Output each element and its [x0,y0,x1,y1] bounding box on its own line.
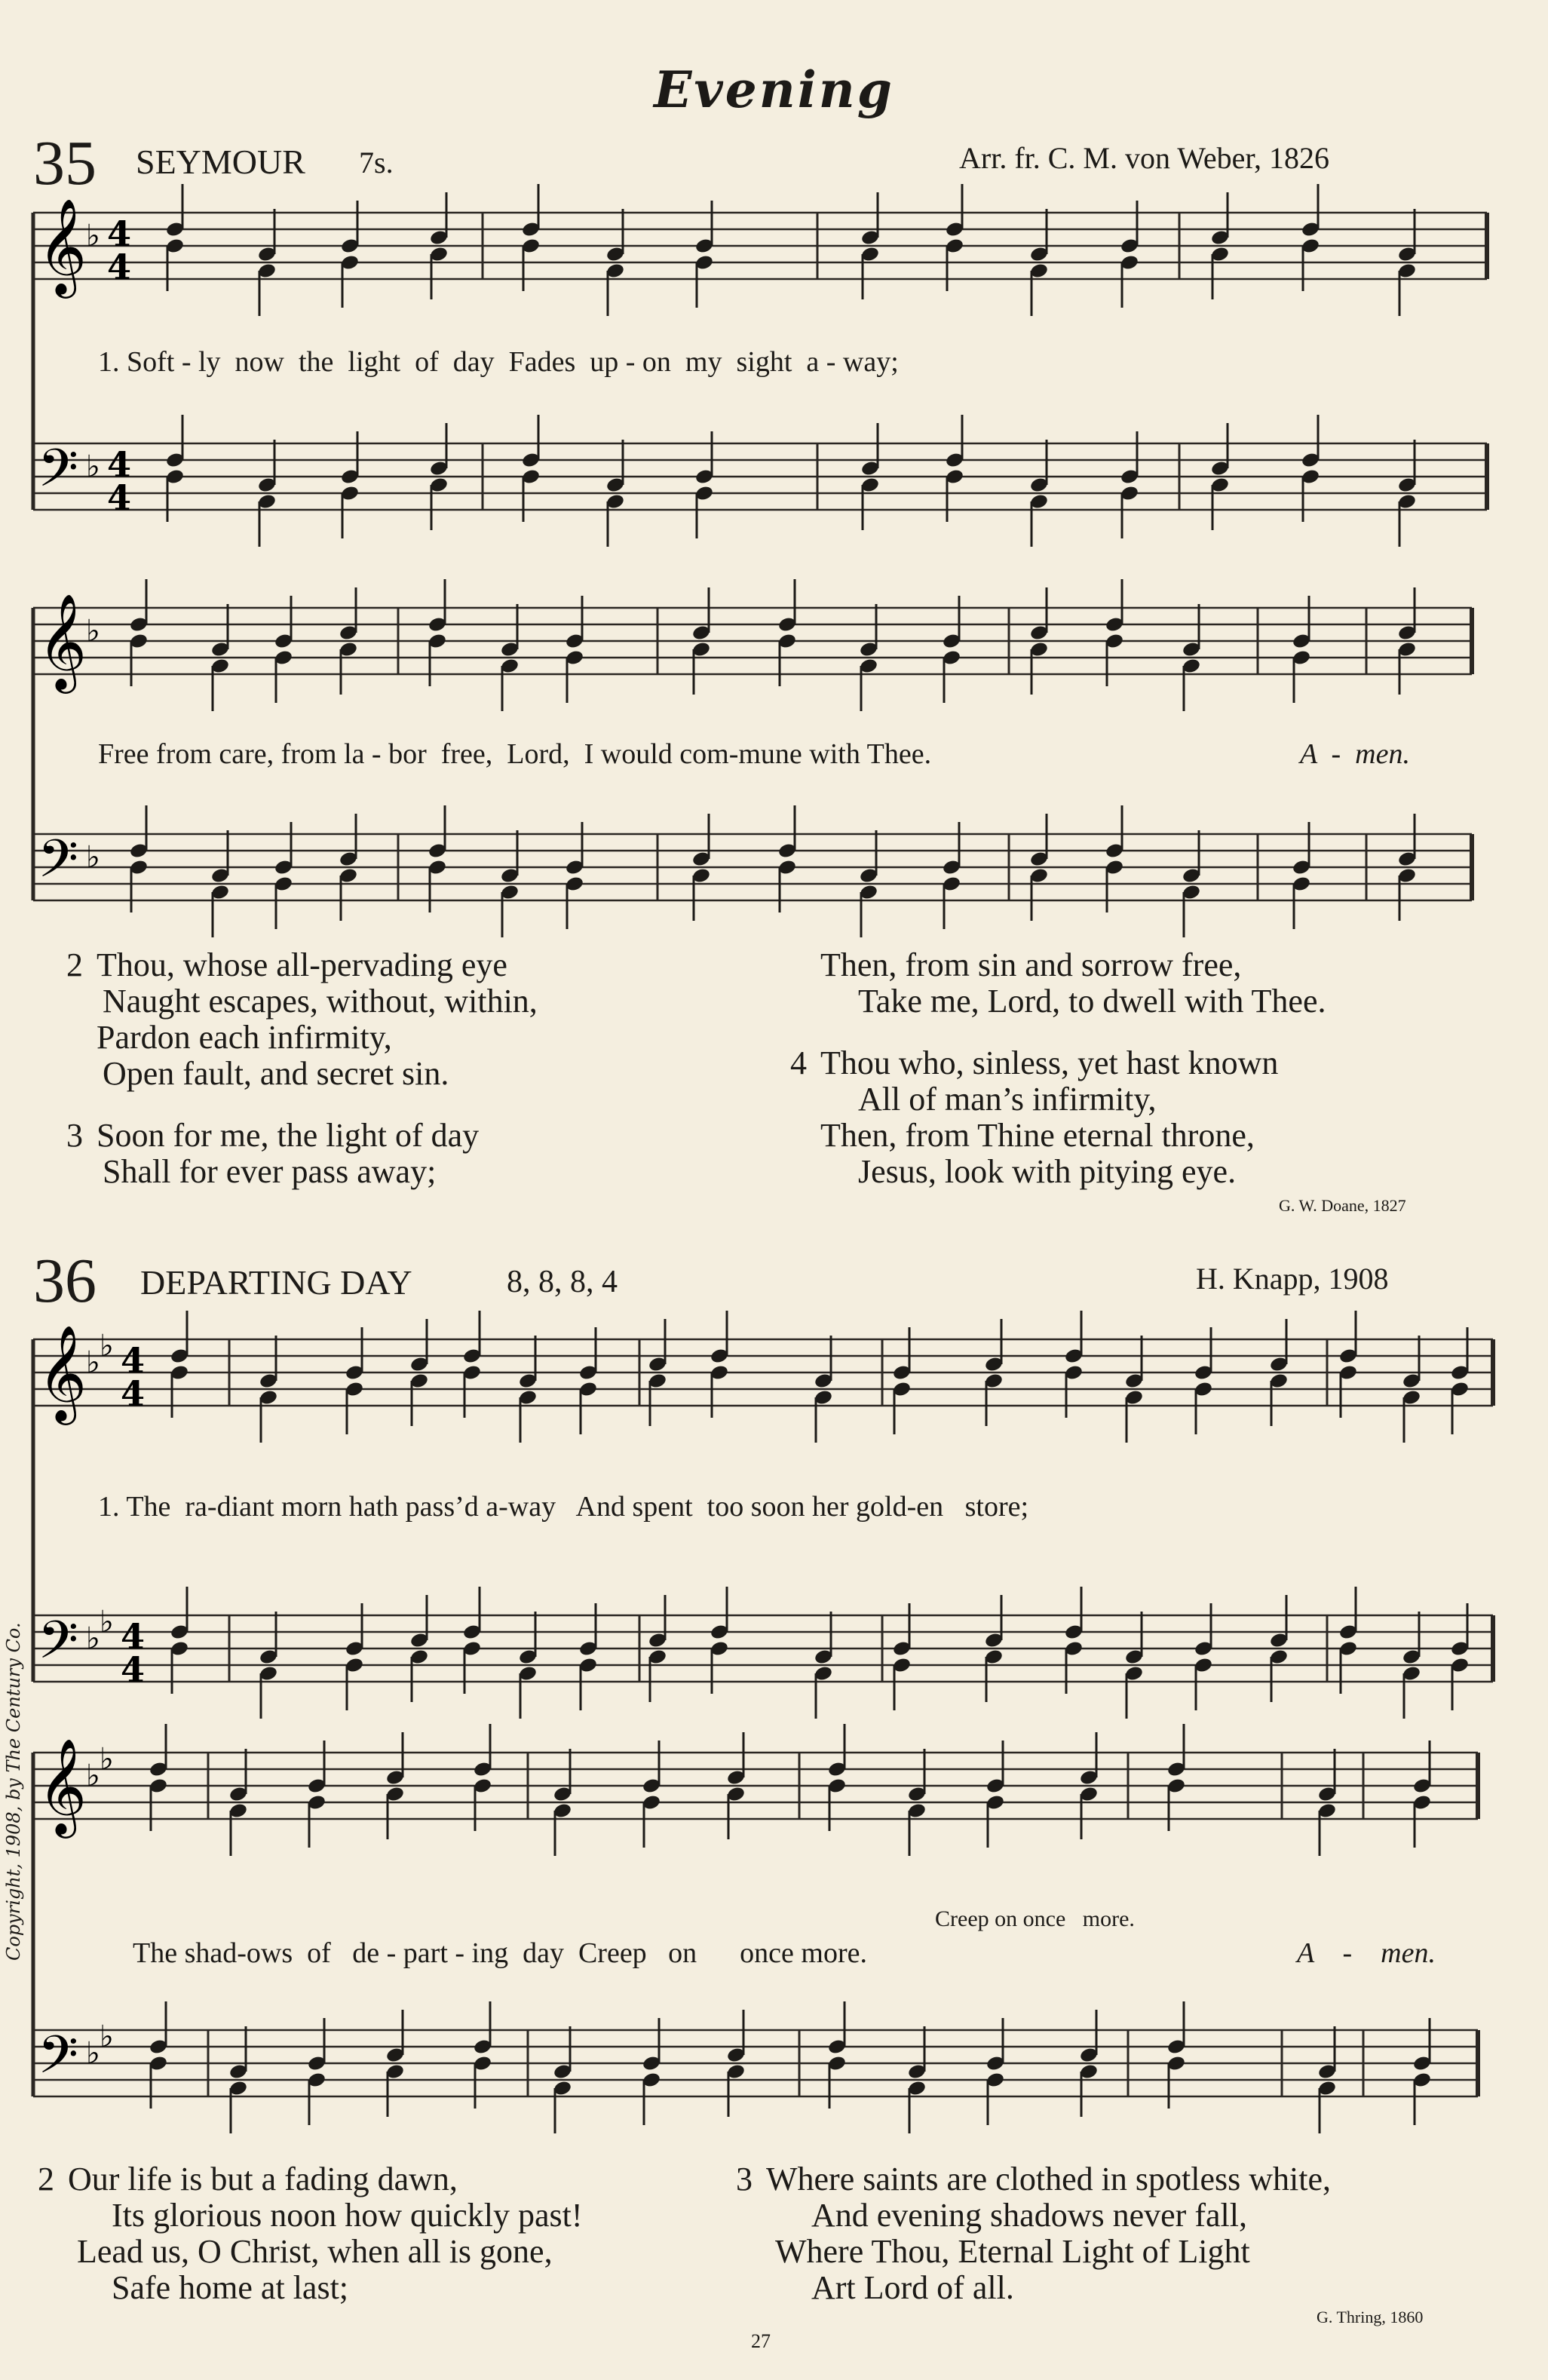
verse-line: Safe home at last; [112,2269,349,2306]
verse-line: Where Thou, Eternal Light of Light [775,2233,1250,2270]
verse-line: Then, from sin and sorrow free, [820,946,1242,983]
verse-line: Pardon each infirmity, [97,1019,392,1056]
time-signature-bottom: 4 [121,1373,146,1414]
key-signature-flat: ♭ [100,1605,114,1639]
hymn-35-tune: SEYMOUR [136,143,305,181]
page-number: 27 [751,2330,771,2352]
bass-clef: 𝄢 [38,437,79,511]
verse-line: Lead us, O Christ, when all is gone, [77,2233,553,2270]
verse-line: Thou who, sinless, yet hast known [820,1044,1279,1081]
hymn-36-system-2-staves [33,1737,1478,2098]
key-signature-flat: ♭ [86,2036,100,2071]
treble-clef: 𝄞 [38,198,87,294]
verse-number: 2 [38,2161,54,2198]
verse-number: 2 [66,946,83,983]
hymn-36-lyric-line-1: 1. The ra-diant morn hath pass’d a-way And spent too soon her gold-en store; [98,1491,1029,1523]
hymn-36-verses-left [38,2161,583,2306]
key-signature-flat: ♭ [86,1759,100,1793]
hymn-35-number: 35 [33,128,97,198]
side-copyright: Copyright, 1908, by The Century Co. [3,1622,24,1961]
hymn-35-lyric-line-2: Free from care, from la - bor free, Lord, I would com-mune with Thee. [98,738,932,770]
time-signature-bottom: 4 [121,1649,146,1690]
key-signature-flat: ♭ [86,449,100,484]
bass-clef: 𝄢 [38,2024,79,2098]
time-signature-top: 4 [107,444,132,485]
verse-line: Art Lord of all. [811,2269,1014,2306]
verse-line: And evening shadows never fall, [811,2197,1247,2234]
verse-number: 3 [736,2161,753,2198]
key-signature-flat: ♭ [86,219,100,253]
hymn-36-amen: A - men. [1297,1937,1436,1969]
key-signature-flat: ♭ [86,614,100,649]
time-signature-bottom: 4 [107,247,132,287]
verse-line: Jesus, look with pitying eye. [858,1153,1237,1190]
key-signature-flat: ♭ [86,1621,100,1656]
key-signature-flat: ♭ [86,840,100,875]
verse-line: Its glorious noon how quickly past! [112,2197,583,2234]
hymn-35-composer: Arr. fr. C. M. von Weber, 1826 [959,141,1330,175]
verse-line: Thou, whose all-pervading eye [97,946,507,983]
time-signature-bottom: 4 [107,477,132,518]
key-signature-flat: ♭ [100,1329,114,1363]
verse-line: Take me, Lord, to dwell with Thee. [858,983,1326,1020]
verse-line: Where saints are clothed in spotless white, [766,2161,1332,2198]
hymn-35-meter: 7s. [359,146,394,179]
hymn-36-composer: H. Knapp, 1908 [1196,1262,1389,1296]
hymn-36-alt-lyric: Creep on once more. [935,1906,1135,1931]
verse-line: Shall for ever pass away; [103,1153,437,1190]
section-title: Evening [654,60,894,119]
time-signature-top: 4 [121,1616,146,1657]
time-signature-top: 4 [121,1340,146,1381]
key-signature-flat: ♭ [100,2020,114,2054]
time-signature-top: 4 [107,213,132,254]
bass-clef: 𝄢 [38,828,79,902]
hymn-35-verses-left [66,947,538,1190]
hymn-35-author: G. W. Doane, 1827 [1279,1196,1406,1215]
verse-line: Open fault, and secret sin. [103,1055,449,1092]
verse-number: 3 [66,1117,83,1154]
verse-line: Our life is but a fading dawn, [68,2161,458,2198]
hymn-35-lyric-line-1: 1. Soft - ly now the light of day Fades up - on my sight a - way; [98,346,899,378]
hymn-36-tune: DEPARTING DAY [140,1263,412,1302]
hymn-36-number: 36 [33,1246,97,1316]
hymn-35-verses-right [790,947,1326,1190]
hymn-35-amen: A - men. [1300,738,1410,770]
key-signature-flat: ♭ [100,1742,114,1777]
verse-line: Soon for me, the light of day [97,1117,480,1154]
hymn-36-author: G. Thring, 1860 [1317,2308,1424,2326]
verse-line: Naught escapes, without, within, [103,983,538,1020]
verse-line: Then, from Thine eternal throne, [820,1117,1255,1154]
hymn-36-meter: 8, 8, 8, 4 [507,1265,618,1299]
treble-clef: 𝄞 [38,1737,87,1834]
verse-number: 4 [790,1044,807,1081]
treble-clef: 𝄞 [38,593,87,689]
verse-line: All of man’s infirmity, [858,1081,1157,1118]
key-signature-flat: ♭ [86,1345,100,1380]
bass-clef: 𝄢 [38,1609,79,1683]
treble-clef: 𝄞 [38,1324,87,1421]
hymn-36-lyric-line-2: The shad-ows of de - part - ing day Creep on once more. [133,1937,867,1969]
hymn-36-verses-right [736,2161,1331,2306]
